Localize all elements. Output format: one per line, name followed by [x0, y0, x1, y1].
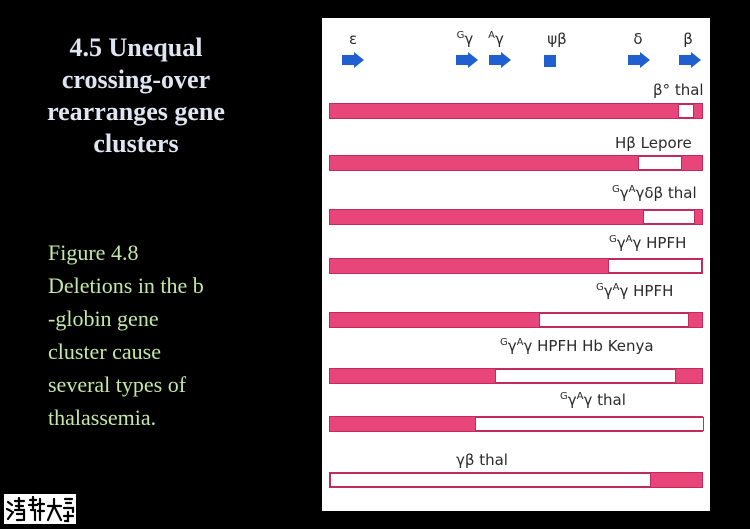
gene-label-delta: δ — [633, 30, 643, 48]
gene-label-psi-beta: ψβ — [547, 30, 567, 48]
globin-deletion-figure — [322, 18, 710, 511]
gene-label-beta: β — [683, 30, 693, 48]
deleted-segment — [608, 259, 702, 273]
calligraphy-logo-icon — [4, 494, 76, 524]
deletion-label-hb-lepore: Hβ Lepore — [615, 134, 692, 152]
deletion-label-hpfh-hb-kenya: $^G\gamma^A\gamma$ HPFH Hb Kenya — [500, 337, 654, 355]
g-gamma-gene-arrow-icon — [456, 52, 478, 68]
a-gamma-gene-arrow-icon — [489, 52, 511, 68]
beta-gene-arrow-icon — [679, 52, 701, 68]
gene-label-epsilon: ε — [348, 30, 358, 48]
delta-gene-arrow-icon — [628, 52, 650, 68]
deleted-segment — [539, 313, 689, 327]
title-line-3: rearranges gene — [47, 97, 225, 126]
caption-line-4: cluster cause — [48, 339, 161, 364]
deleted-segment — [475, 417, 704, 431]
deleted-segment — [330, 473, 651, 487]
deletion-bar-hpfh-hb-kenya — [329, 368, 703, 384]
caption-line-2: Deletions in the b — [48, 273, 204, 298]
deletion-label-hpfh-2: $^G\gamma^A\gamma$ HPFH — [596, 282, 674, 300]
deletion-label-gamma-thal: $^G\gamma^A\gamma$ thal — [560, 391, 626, 409]
caption-line-3: -globin gene — [48, 306, 159, 331]
epsilon-gene-arrow-icon — [342, 52, 364, 68]
deletion-bar-hb-lepore — [329, 155, 703, 171]
deletion-bar-hpfh-2 — [329, 312, 703, 328]
caption-line-5: several types of — [48, 372, 187, 397]
deletion-bar-gamma-thal — [329, 416, 703, 432]
gene-label-a-gamma: $^A$γ — [488, 30, 504, 48]
deletion-label-beta0-thal: β° thal — [653, 81, 704, 99]
deleted-segment — [495, 369, 676, 383]
caption-line-6: thalassemia. — [48, 405, 157, 430]
deletion-bar-hpfh-1 — [329, 258, 703, 274]
deletion-bar-beta0-thal — [329, 103, 703, 119]
deletion-label-gamma-delta-beta-thal: $^G\gamma^A\gamma\delta\beta$ thal — [612, 184, 697, 202]
deleted-segment — [643, 210, 695, 224]
title-line-2: crossing-over — [61, 65, 211, 94]
figure-caption — [48, 236, 204, 434]
university-logo — [4, 494, 76, 524]
deletion-bar-gamma-beta-thal — [329, 472, 703, 488]
slide-title — [14, 32, 258, 160]
psi-beta-pseudogene-square-icon — [544, 55, 556, 67]
gene-label-g-gamma: $^G$γ — [456, 30, 474, 48]
deleted-segment — [638, 156, 682, 170]
deletion-label-gamma-beta-thal: γβ thal — [456, 451, 508, 469]
caption-line-1: Figure 4.8 — [48, 240, 139, 265]
title-line-4: clusters — [93, 129, 179, 158]
title-line-1: 4.5 Unequal — [69, 33, 203, 62]
deletion-bar-gamma-delta-beta-thal — [329, 209, 703, 225]
deletion-label-hpfh-1: $^G\gamma^A\gamma$ HPFH — [609, 234, 687, 252]
deleted-segment — [678, 104, 694, 118]
